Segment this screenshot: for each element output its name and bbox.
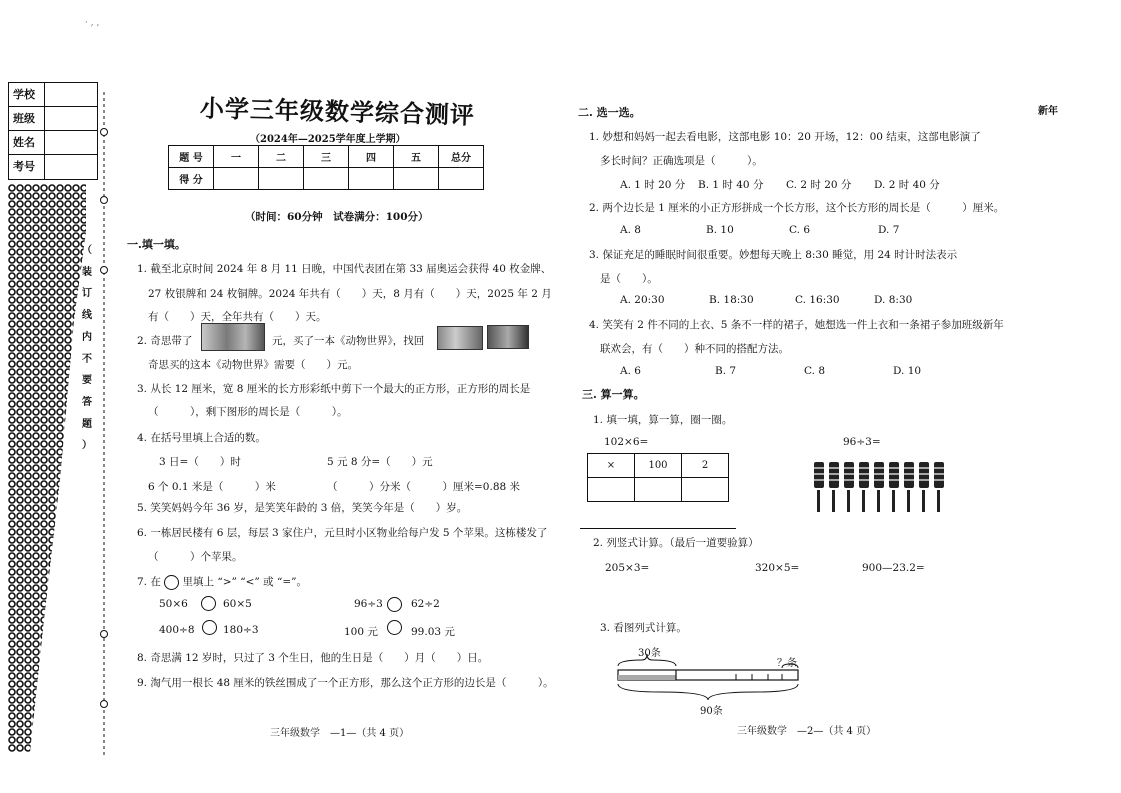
counting-sticks-image <box>812 458 952 518</box>
table-cell: 2 <box>682 454 729 478</box>
s2-q3-line1: 3. 保证充足的睡眠时间很重要。妙想每天晚上 8:30 睡觉，用 24 时计时法表示 <box>589 249 958 261</box>
score-cell: 四 <box>349 146 394 168</box>
seal-char: 装 <box>82 266 92 278</box>
known-part <box>618 675 676 680</box>
s2-q2: 2. 两个边长是 1 厘米的小正方形拼成一个长方形，这个长方形的周长是（ ）厘米。 <box>589 202 1005 214</box>
table-cell[interactable] <box>588 478 635 502</box>
s1-q4: 4. 在括号里填上合适的数。 <box>137 432 266 444</box>
score-cell: 二 <box>259 146 304 168</box>
binding-margin <box>0 0 125 793</box>
s3-q3: 3. 看图列式计算。 <box>600 622 687 634</box>
score-cell: 一 <box>214 146 259 168</box>
compare-circle-icon[interactable] <box>387 597 402 612</box>
option[interactable]: D. 8:30 <box>874 294 913 306</box>
compare-right: 62÷2 <box>411 598 440 610</box>
page-title: 小学三年级数学综合测评 <box>199 93 476 130</box>
compare-circle-icon <box>164 575 179 590</box>
option[interactable]: B. 7 <box>715 365 737 377</box>
multiply-table <box>587 453 729 502</box>
info-label: 姓名 <box>9 131 45 154</box>
compare-circle-icon[interactable] <box>202 620 217 635</box>
option[interactable]: B. 1 时 40 分 <box>698 179 764 191</box>
s1-q2-mid: 元，买了一本《动物世界》，找回 <box>272 335 425 347</box>
s1-q7-prefix: 7. 在 <box>137 576 161 588</box>
unknown-label: ？条 <box>777 658 797 669</box>
s1-q4-a: 3 日=（ ）时 <box>159 456 241 468</box>
term-subtitle: （2024年—2025学年度上学期） <box>250 134 406 145</box>
score-cell: 得 分 <box>169 168 214 190</box>
option[interactable]: C. 6 <box>789 224 811 236</box>
option[interactable]: A. 8 <box>620 224 641 236</box>
score-header-row <box>169 146 484 168</box>
bottom-brace <box>618 684 798 700</box>
stick-bundle <box>814 462 824 512</box>
option[interactable]: C. 8 <box>804 365 826 377</box>
table-cell[interactable] <box>682 478 729 502</box>
change-note-image <box>437 326 483 350</box>
section1-heading: 一.填一填。 <box>127 238 186 251</box>
s1-q2-prefix: 2. 奇思带了 <box>137 335 193 347</box>
binding-hole <box>101 197 108 204</box>
option[interactable]: A. 1 时 20 分 <box>620 179 686 191</box>
binding-hole <box>101 631 108 638</box>
compare-left: 400÷8 <box>159 624 195 636</box>
s1-q7-suffix: 里填上 “>” “<” 或 “=”。 <box>182 576 307 588</box>
top-brace <box>618 654 676 666</box>
seal-char: 不 <box>82 353 92 365</box>
seal-char: 要 <box>82 375 92 387</box>
seal-char: （ <box>82 245 92 256</box>
vertical-calc: 900—23.2= <box>862 562 925 574</box>
option[interactable]: A. 20:30 <box>620 294 665 306</box>
seal-char: 答 <box>82 396 92 408</box>
s1-q1-line3: 有（ ）天，全年共有（ ）天。 <box>148 311 327 323</box>
table-cell: × <box>588 454 635 478</box>
s2-q3-line2: 是（ ）。 <box>600 273 658 285</box>
table-row <box>588 478 729 502</box>
seal-warning <box>80 240 94 457</box>
seal-char: 订 <box>82 288 92 300</box>
table-cell: 100 <box>635 454 682 478</box>
compare-right: 99.03 元 <box>411 626 455 638</box>
segment-diagram <box>612 650 802 702</box>
vertical-calc: 320×5= <box>755 562 800 574</box>
s1-q3-line2: （ ），剩下图形的周长是（ ）。 <box>148 406 348 418</box>
score-cell[interactable] <box>304 168 349 190</box>
s1-q4-d: （ ）分米（ ）厘米=0.88 米 <box>327 481 521 493</box>
compare-circle-icon[interactable] <box>387 620 402 635</box>
s3-q2: 2. 列竖式计算。（最后一道要验算） <box>593 537 759 549</box>
binding-hole <box>101 267 108 274</box>
s1-q5: 5. 笑笑妈妈今年 36 岁，是笑笑年龄的 3 倍，笑笑今年是（ ）岁。 <box>137 502 468 514</box>
option[interactable]: D. 7 <box>878 224 900 236</box>
compare-left: 50×6 <box>159 598 188 610</box>
seal-char: 题 <box>82 418 92 430</box>
option[interactable]: A. 6 <box>620 365 641 377</box>
option[interactable]: D. 2 时 40 分 <box>874 179 940 191</box>
s1-q4-c: 6 个 0.1 米是（ ）米 <box>148 481 276 493</box>
seal-char: ） <box>82 440 92 452</box>
score-cell: 三 <box>304 146 349 168</box>
compare-left: 96÷3 <box>354 598 383 610</box>
seal-char: 线 <box>82 310 92 322</box>
expr-divide: 96÷3= <box>843 436 881 448</box>
s1-q4-b: 5 元 8 分=（ ）元 <box>327 456 433 468</box>
time-info: （时间：60分钟 试卷满分：100分） <box>245 211 429 223</box>
score-cell: 五 <box>394 146 439 168</box>
s2-q1-line2: 多长时间？正确选项是（ ）。 <box>600 155 763 167</box>
corner-note: 新年 <box>1038 106 1058 117</box>
s1-q3-line1: 3. 从长 12 厘米，宽 8 厘米的长方形彩纸中剪下一个最大的正方形，正方形的周长是 <box>137 383 531 395</box>
binding-hole <box>101 129 108 136</box>
score-cell[interactable] <box>394 168 439 190</box>
change-note-image <box>487 325 529 349</box>
compare-right: 180÷3 <box>223 624 259 636</box>
s1-q7 <box>137 574 307 590</box>
s1-q2-line2: 奇思买的这本《动物世界》需要（ ）元。 <box>148 359 358 371</box>
s1-q6-line2: （ ）个苹果。 <box>148 551 243 563</box>
page-footer-1: 三年级数学 —1—（共 4 页） <box>270 728 410 739</box>
score-cell[interactable] <box>439 168 484 190</box>
compare-left: 100 元 <box>344 626 378 638</box>
option[interactable]: B. 10 <box>706 224 734 236</box>
divider <box>580 528 736 529</box>
s2-q4-line1: 4. 笑笑有 2 件不同的上衣、5 条不一样的裙子，她想选一件上衣和一条裙子参加班级新年 <box>589 319 1004 331</box>
total-label: 90条 <box>700 706 723 717</box>
score-cell[interactable] <box>214 168 259 190</box>
section2-heading: 二. 选一选。 <box>578 106 641 119</box>
info-label: 学校 <box>9 83 45 106</box>
binding-hole <box>101 701 108 708</box>
s2-q1-line1: 1. 妙想和妈妈一起去看电影，这部电影 10：20 开场，12：00 结束，这部电影演了 <box>589 131 981 143</box>
option[interactable]: C. 2 时 20 分 <box>786 179 852 191</box>
section3-heading: 三. 算一算。 <box>582 388 645 401</box>
s1-q1-line1: 1. 截至北京时间 2024 年 8 月 11 日晚，中国代表团在第 33 届奥运会获得 40 枚金牌、 <box>137 263 552 275</box>
score-cell: 题 号 <box>169 146 214 168</box>
banknote-image <box>201 323 265 351</box>
score-cell[interactable] <box>349 168 394 190</box>
score-value-row <box>169 168 484 190</box>
option[interactable]: B. 18:30 <box>709 294 754 306</box>
score-cell: 总分 <box>439 146 484 168</box>
compare-right: 60×5 <box>223 598 252 610</box>
option[interactable]: C. 16:30 <box>795 294 840 306</box>
score-cell[interactable] <box>259 168 304 190</box>
segment-label: 30条 <box>638 648 661 659</box>
s1-q9: 9. 淘气用一根长 48 厘米的铁丝围成了一个正方形，那么这个正方形的边长是（ ）。 <box>137 677 554 689</box>
scan-mark: · , , <box>85 18 100 28</box>
small-brace <box>782 664 798 668</box>
s1-q1-line2: 27 枚银牌和 24 枚铜牌。2024 年共有（ ）天，8 月有（ ）天，2025 年 2 月 <box>148 288 552 300</box>
s3-q1: 1. 填一填，算一算，圈一圈。 <box>593 414 733 426</box>
s1-q8: 8. 奇思满 12 岁时，只过了 3 个生日，他的生日是（ ）月（ ）日。 <box>137 652 489 664</box>
ring-pattern <box>8 184 86 752</box>
expr-multiply: 102×6= <box>604 436 649 448</box>
vertical-calc: 205×3= <box>605 562 650 574</box>
info-label: 班级 <box>9 107 45 130</box>
option[interactable]: D. 10 <box>893 365 922 377</box>
table-row <box>588 454 729 478</box>
table-cell[interactable] <box>635 478 682 502</box>
info-label: 考号 <box>9 155 45 179</box>
s1-q6-line1: 6. 一栋居民楼有 6 层，每层 3 家住户，元旦时小区物业给每户发 5 个苹果。这栋楼发了 <box>137 527 548 539</box>
score-table <box>168 145 484 190</box>
compare-circle-icon[interactable] <box>201 596 216 611</box>
seal-char: 内 <box>82 331 92 343</box>
s2-q4-line2: 联欢会，有（ ）种不同的搭配方法。 <box>600 343 789 355</box>
page-footer-2: 三年级数学 —2—（共 4 页） <box>737 726 877 737</box>
